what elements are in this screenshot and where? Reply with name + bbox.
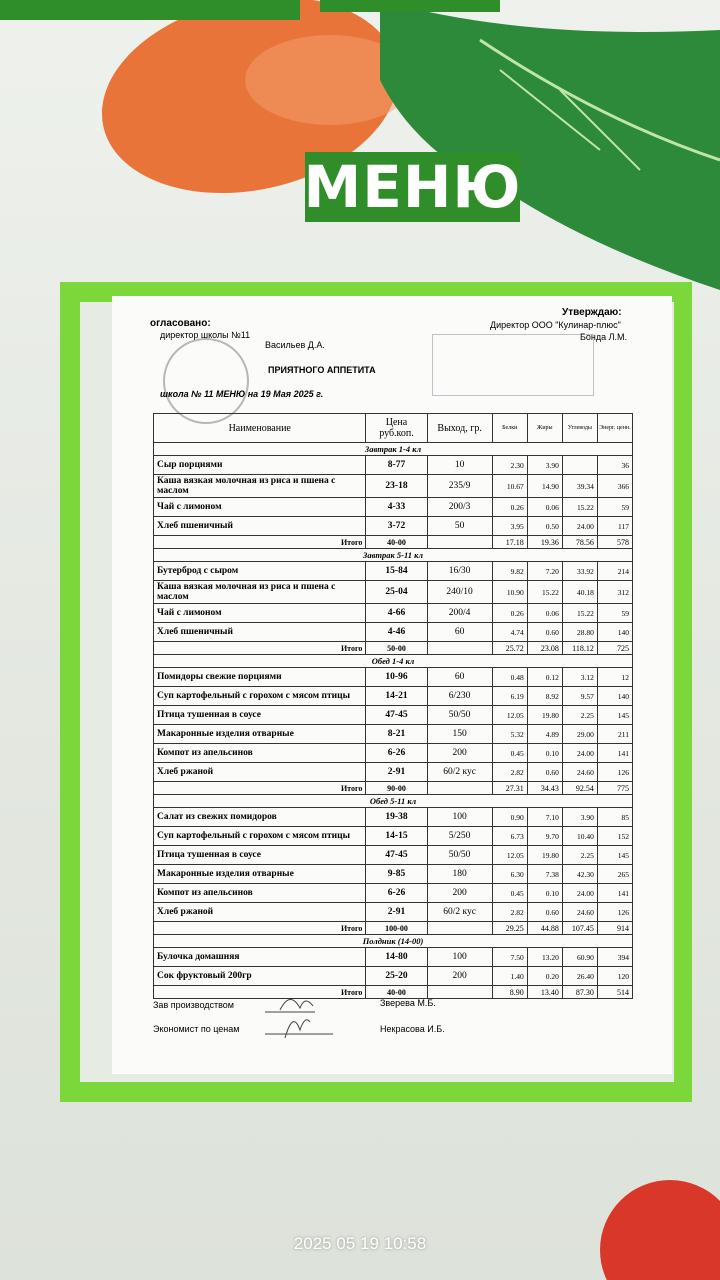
total-cell xyxy=(427,782,492,795)
section-header xyxy=(154,549,633,562)
table-cell: 6-26 xyxy=(366,744,427,763)
table-cell: Макаронные изделия отварные xyxy=(154,865,366,884)
section-title: Завтрак 1-4 кл xyxy=(154,443,633,456)
total-cell: 44.88 xyxy=(527,922,562,935)
table-cell: Птица тушенная в соусе xyxy=(154,846,366,865)
company-director-label: Директор ООО "Кулинар-плюс" xyxy=(490,320,621,330)
table-cell: Макаронные изделия отварные xyxy=(154,725,366,744)
table-cell: 211 xyxy=(597,725,632,744)
table-row xyxy=(154,562,633,581)
table-cell: 12.05 xyxy=(492,846,527,865)
table-cell: 50/50 xyxy=(427,706,492,725)
table-row xyxy=(154,808,633,827)
total-cell: 514 xyxy=(597,986,632,999)
table-cell: 140 xyxy=(597,623,632,642)
table-row xyxy=(154,884,633,903)
table-cell: 10.67 xyxy=(492,475,527,498)
table-row xyxy=(154,517,633,536)
table-cell: 0.06 xyxy=(527,498,562,517)
table-row xyxy=(154,623,633,642)
table-row xyxy=(154,865,633,884)
table-cell: 0.60 xyxy=(527,903,562,922)
total-cell: Итого xyxy=(154,922,366,935)
table-row xyxy=(154,456,633,475)
table-cell: Суп картофельный с горохом с мясом птицы xyxy=(154,687,366,706)
table-cell: Сок фруктовый 200гр xyxy=(154,967,366,986)
total-row xyxy=(154,782,633,795)
company-stamp xyxy=(432,334,594,396)
table-cell: Хлеб пшеничный xyxy=(154,623,366,642)
table-row xyxy=(154,498,633,517)
table-cell: 59 xyxy=(597,498,632,517)
table-cell: 7.38 xyxy=(527,865,562,884)
table-cell: 3-72 xyxy=(366,517,427,536)
section-header xyxy=(154,795,633,808)
table-cell: 40.18 xyxy=(562,581,597,604)
table-cell: Сыр порциями xyxy=(154,456,366,475)
table-cell: 0.50 xyxy=(527,517,562,536)
table-cell: 2.30 xyxy=(492,456,527,475)
table-cell: Булочка домашняя xyxy=(154,948,366,967)
table-row xyxy=(154,706,633,725)
table-cell: 25-20 xyxy=(366,967,427,986)
table-cell: 6.30 xyxy=(492,865,527,884)
table-cell: 12.05 xyxy=(492,706,527,725)
table-cell: Суп картофельный с горохом с мясом птицы xyxy=(154,827,366,846)
table-cell: 4-33 xyxy=(366,498,427,517)
table-cell: 2.82 xyxy=(492,763,527,782)
table-cell: 8-21 xyxy=(366,725,427,744)
col-protein: Белки xyxy=(492,414,527,443)
col-carbs: Углеводы xyxy=(562,414,597,443)
table-cell: Чай с лимоном xyxy=(154,604,366,623)
table-cell: 200/4 xyxy=(427,604,492,623)
table-cell: 0.26 xyxy=(492,498,527,517)
table-cell: 2.25 xyxy=(562,846,597,865)
table-row xyxy=(154,668,633,687)
total-cell: Итого xyxy=(154,986,366,999)
total-cell xyxy=(427,536,492,549)
agreed-label: огласовано: xyxy=(150,318,211,329)
col-name: Наименование xyxy=(154,414,366,443)
table-cell: 60.90 xyxy=(562,948,597,967)
table-cell: 4.89 xyxy=(527,725,562,744)
table-row xyxy=(154,967,633,986)
total-cell: 118.12 xyxy=(562,642,597,655)
table-cell: 8.92 xyxy=(527,687,562,706)
table-cell: 0.45 xyxy=(492,884,527,903)
table-cell: 19.80 xyxy=(527,706,562,725)
table-cell: 24.00 xyxy=(562,744,597,763)
table-row xyxy=(154,744,633,763)
menu-table xyxy=(153,413,633,999)
table-cell: 47-45 xyxy=(366,846,427,865)
total-cell: Итого xyxy=(154,642,366,655)
section-header xyxy=(154,935,633,948)
table-cell: 50/50 xyxy=(427,846,492,865)
total-cell: 725 xyxy=(597,642,632,655)
table-row xyxy=(154,581,633,604)
section-title: Обед 1-4 кл xyxy=(154,655,633,668)
table-cell: 14-80 xyxy=(366,948,427,967)
table-cell: Бутерброд с сыром xyxy=(154,562,366,581)
total-row xyxy=(154,922,633,935)
table-cell: 0.90 xyxy=(492,808,527,827)
table-row xyxy=(154,903,633,922)
table-cell: 60 xyxy=(427,623,492,642)
table-cell xyxy=(562,456,597,475)
table-cell: 2.25 xyxy=(562,706,597,725)
table-cell: 60/2 кус xyxy=(427,763,492,782)
table-cell: Хлеб пшеничный xyxy=(154,517,366,536)
section-title: Полдник (14-00) xyxy=(154,935,633,948)
col-output: Выход, гр. xyxy=(427,414,492,443)
table-cell: Помидоры свежие порциями xyxy=(154,668,366,687)
table-cell: 2-91 xyxy=(366,903,427,922)
total-cell xyxy=(427,642,492,655)
table-cell: 29.00 xyxy=(562,725,597,744)
production-head-label: Зав производством xyxy=(153,1000,234,1010)
table-cell: 394 xyxy=(597,948,632,967)
total-row xyxy=(154,642,633,655)
total-cell: 29.25 xyxy=(492,922,527,935)
table-cell: 126 xyxy=(597,763,632,782)
table-cell: 0.60 xyxy=(527,623,562,642)
total-cell: 34.43 xyxy=(527,782,562,795)
total-cell: 23.08 xyxy=(527,642,562,655)
total-cell: 13.40 xyxy=(527,986,562,999)
table-cell: 7.50 xyxy=(492,948,527,967)
table-cell: 265 xyxy=(597,865,632,884)
table-cell: 4.74 xyxy=(492,623,527,642)
col-price: Цена руб.коп. xyxy=(366,414,427,443)
table-cell: 2-91 xyxy=(366,763,427,782)
total-cell: 50-00 xyxy=(366,642,427,655)
table-cell: 180 xyxy=(427,865,492,884)
table-cell: 10 xyxy=(427,456,492,475)
table-cell: 312 xyxy=(597,581,632,604)
total-cell: Итого xyxy=(154,782,366,795)
table-cell: 200 xyxy=(427,884,492,903)
table-row xyxy=(154,687,633,706)
table-cell: 214 xyxy=(597,562,632,581)
school-director-name: Васильев Д.А. xyxy=(265,340,325,350)
table-cell: 19-38 xyxy=(366,808,427,827)
section-header xyxy=(154,655,633,668)
table-cell: 85 xyxy=(597,808,632,827)
table-cell: 15.22 xyxy=(562,498,597,517)
table-cell: 0.20 xyxy=(527,967,562,986)
table-cell: Каша вязкая молочная из риса и пшена с маслом xyxy=(154,581,366,604)
total-cell: 25.72 xyxy=(492,642,527,655)
table-cell: 200/3 xyxy=(427,498,492,517)
table-cell: 200 xyxy=(427,967,492,986)
total-cell: 17.18 xyxy=(492,536,527,549)
table-row xyxy=(154,763,633,782)
total-cell: 40-00 xyxy=(366,986,427,999)
photo-timestamp: 2025 05 19 10:58 xyxy=(293,1234,427,1253)
table-cell: 7.20 xyxy=(527,562,562,581)
table-cell: 19.80 xyxy=(527,846,562,865)
table-cell: 50 xyxy=(427,517,492,536)
table-cell: 0.06 xyxy=(527,604,562,623)
economist-label: Экономист по ценам xyxy=(153,1024,240,1034)
table-cell: 9-85 xyxy=(366,865,427,884)
table-cell: 0.10 xyxy=(527,744,562,763)
table-row xyxy=(154,604,633,623)
table-cell: 36 xyxy=(597,456,632,475)
table-cell: 39.34 xyxy=(562,475,597,498)
table-cell: 1.40 xyxy=(492,967,527,986)
table-cell: 24.00 xyxy=(562,884,597,903)
table-cell: 25-04 xyxy=(366,581,427,604)
table-row xyxy=(154,827,633,846)
table-cell: 240/10 xyxy=(427,581,492,604)
company-director-name: Бонда Л.М. xyxy=(580,332,628,342)
table-cell: 100 xyxy=(427,808,492,827)
table-cell: 4-66 xyxy=(366,604,427,623)
signatures xyxy=(255,990,455,1040)
table-cell: 42.30 xyxy=(562,865,597,884)
table-cell: 235/9 xyxy=(427,475,492,498)
total-cell: 100-00 xyxy=(366,922,427,935)
table-cell: 60 xyxy=(427,668,492,687)
school-stamp xyxy=(163,338,249,424)
total-cell: 87.30 xyxy=(562,986,597,999)
production-head-name: Зверева М.Б. xyxy=(380,998,436,1008)
total-cell: 90-00 xyxy=(366,782,427,795)
table-cell: 24.60 xyxy=(562,763,597,782)
table-cell: 15.22 xyxy=(527,581,562,604)
sheet-title: школа № 11 МЕНЮ на 19 Мая 2025 г. xyxy=(160,389,324,399)
table-cell: 0.10 xyxy=(527,884,562,903)
total-cell: 40-00 xyxy=(366,536,427,549)
table-row xyxy=(154,725,633,744)
table-cell: 0.45 xyxy=(492,744,527,763)
table-cell: Каша вязкая молочная из риса и пшена с маслом xyxy=(154,475,366,498)
economist-name: Некрасова И.Б. xyxy=(380,1024,445,1034)
total-row xyxy=(154,536,633,549)
table-cell: Птица тушенная в соусе xyxy=(154,706,366,725)
total-cell: 107.45 xyxy=(562,922,597,935)
table-cell: 126 xyxy=(597,903,632,922)
col-fat: Жиры xyxy=(527,414,562,443)
table-cell: 100 xyxy=(427,948,492,967)
table-cell: 6-26 xyxy=(366,884,427,903)
total-cell: Итого xyxy=(154,536,366,549)
school-director-label: директор школы №11 xyxy=(160,330,251,340)
table-cell: 10.90 xyxy=(492,581,527,604)
table-cell: 141 xyxy=(597,884,632,903)
total-cell xyxy=(427,922,492,935)
table-cell: 3.90 xyxy=(527,456,562,475)
table-cell: 200 xyxy=(427,744,492,763)
table-cell: 0.12 xyxy=(527,668,562,687)
table-cell: 14-21 xyxy=(366,687,427,706)
table-cell: Компот из апельсинов xyxy=(154,884,366,903)
total-cell: 78.56 xyxy=(562,536,597,549)
table-cell: 0.48 xyxy=(492,668,527,687)
table-cell: 366 xyxy=(597,475,632,498)
table-cell: 6/230 xyxy=(427,687,492,706)
table-cell: 47-45 xyxy=(366,706,427,725)
table-cell: 33.92 xyxy=(562,562,597,581)
table-cell: 4-46 xyxy=(366,623,427,642)
table-cell: 28.80 xyxy=(562,623,597,642)
table-row xyxy=(154,475,633,498)
table-cell: 140 xyxy=(597,687,632,706)
table-cell: 16/30 xyxy=(427,562,492,581)
table-row xyxy=(154,846,633,865)
menu-sign xyxy=(305,152,520,222)
table-cell: 5/250 xyxy=(427,827,492,846)
table-cell: 15-84 xyxy=(366,562,427,581)
table-cell: 6.19 xyxy=(492,687,527,706)
table-cell: 0.60 xyxy=(527,763,562,782)
table-cell: 141 xyxy=(597,744,632,763)
table-cell: 60/2 кус xyxy=(427,903,492,922)
table-cell: 145 xyxy=(597,706,632,725)
total-cell: 92.54 xyxy=(562,782,597,795)
table-cell: 8-77 xyxy=(366,456,427,475)
total-cell: 27.31 xyxy=(492,782,527,795)
menu-sign-text: МЕНЮ xyxy=(303,153,522,221)
table-header xyxy=(154,414,633,443)
table-cell: 9.70 xyxy=(527,827,562,846)
table-cell: Чай с лимоном xyxy=(154,498,366,517)
table-cell: 15.22 xyxy=(562,604,597,623)
section-title: Завтрак 5-11 кл xyxy=(154,549,633,562)
table-cell: Хлеб ржаной xyxy=(154,903,366,922)
total-cell: 914 xyxy=(597,922,632,935)
table-cell: Салат из свежих помидоров xyxy=(154,808,366,827)
table-cell: 7.10 xyxy=(527,808,562,827)
table-cell: 6.73 xyxy=(492,827,527,846)
table-cell: 12 xyxy=(597,668,632,687)
col-energy: Энерг. ценн. xyxy=(597,414,632,443)
total-cell: 8.90 xyxy=(492,986,527,999)
table-cell: 10-96 xyxy=(366,668,427,687)
total-cell: 578 xyxy=(597,536,632,549)
table-cell: 5.32 xyxy=(492,725,527,744)
table-cell: 9.57 xyxy=(562,687,597,706)
table-row xyxy=(154,948,633,967)
table-cell: 2.82 xyxy=(492,903,527,922)
table-cell: 13.20 xyxy=(527,948,562,967)
table-cell: 23-18 xyxy=(366,475,427,498)
table-cell: 0.26 xyxy=(492,604,527,623)
table-cell: 14-15 xyxy=(366,827,427,846)
greeting: ПРИЯТНОГО АППЕТИТА xyxy=(268,365,376,375)
table-cell: 3.95 xyxy=(492,517,527,536)
table-cell: 145 xyxy=(597,846,632,865)
table-cell: 59 xyxy=(597,604,632,623)
table-cell: 3.12 xyxy=(562,668,597,687)
table-cell: 150 xyxy=(427,725,492,744)
table-cell: 117 xyxy=(597,517,632,536)
table-cell: 10.40 xyxy=(562,827,597,846)
total-cell: 775 xyxy=(597,782,632,795)
table-cell: 26.40 xyxy=(562,967,597,986)
table-cell: 152 xyxy=(597,827,632,846)
table-cell: 120 xyxy=(597,967,632,986)
table-cell: 24.60 xyxy=(562,903,597,922)
table-cell: Хлеб ржаной xyxy=(154,763,366,782)
table-cell: 24.00 xyxy=(562,517,597,536)
section-header xyxy=(154,443,633,456)
total-cell: 19.36 xyxy=(527,536,562,549)
table-cell: 3.90 xyxy=(562,808,597,827)
table-cell: 14.90 xyxy=(527,475,562,498)
table-cell: Компот из апельсинов xyxy=(154,744,366,763)
approve-label: Утверждаю: xyxy=(562,307,622,318)
section-title: Обед 5-11 кл xyxy=(154,795,633,808)
table-cell: 9.82 xyxy=(492,562,527,581)
